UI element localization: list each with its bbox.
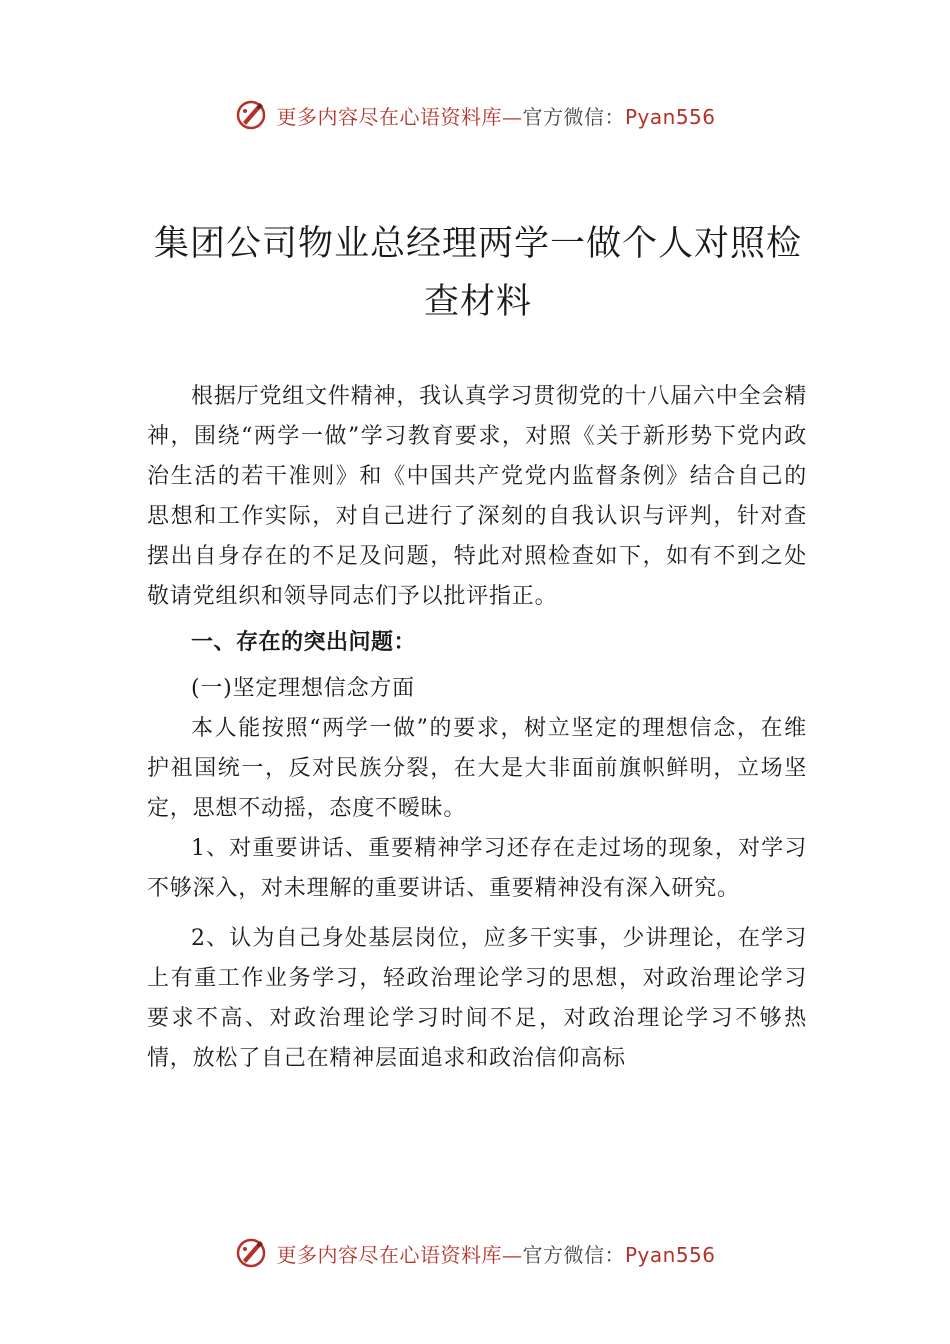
watermark-banner-top [0,95,950,135]
document-body [147,377,807,1079]
watermark-dash: — [501,1242,523,1267]
watermark-wechat-label: 官方微信： [522,104,625,129]
watermark-wechat-id: Pyan556 [624,1242,716,1267]
subsection-ideals-body: 本人能按照“两学一做”的要求，树立坚定的理想信念，在维护祖国统一，反对民族分裂，在大是大非面前旗帜鲜明，立场坚定，思想不动摇，态度不暧昧。 [147,716,807,821]
document-title [148,215,808,331]
section-heading-problems: 一、存在的突出问题： [191,630,417,655]
intro-paragraph: 根据厅党组文件精神，我认真学习贯彻党的十八届六中全会精神，围绕“两学一做”学习教育要求，对照《关于新形势下党内政治生活的若干准则》和《中国共产党党内监督条例》结合自己的思想和工作实际，对自己进行了深刻的自我认识与评判，针对查摆出自身存在的不足及问题，特此对照检查如下，如有不到之处敬请党组织和领导同志们予以批评指正。 [147,384,807,609]
list-item-2: 2、认为自己身处基层岗位，应多干实事，少讲理论，在学习上有重工作业务学习，轻政治理论学习的思想，对政治理论学习要求不高、对政治理论学习时间不足，对政治理论学习不够热情，放松了自己在精神层面追求和政治信仰高标 [147,926,807,1071]
watermark-wechat-id: Pyan556 [624,104,716,129]
pen-seal-logo-icon [234,1236,268,1270]
watermark-dash: — [501,104,523,129]
pen-seal-logo-icon [234,98,268,132]
watermark-text [276,1239,715,1268]
list-item-1: 1、对重要讲话、重要精神学习还存在走过场的现象，对学习不够深入，对未理解的重要讲话、重要精神没有深入研究。 [147,836,807,901]
watermark-text [276,101,715,130]
subsection-heading-ideals: (一)坚定理想信念方面 [191,676,415,701]
watermark-banner-bottom [0,1233,950,1273]
watermark-library-name: 更多内容尽在心语资料库 [276,1242,502,1267]
title-line-2: 查材料 [423,282,532,322]
title-line-1: 集团公司物业总经理两学一做个人对照检 [153,224,802,264]
watermark-wechat-label: 官方微信： [522,1242,625,1267]
watermark-library-name: 更多内容尽在心语资料库 [276,104,502,129]
